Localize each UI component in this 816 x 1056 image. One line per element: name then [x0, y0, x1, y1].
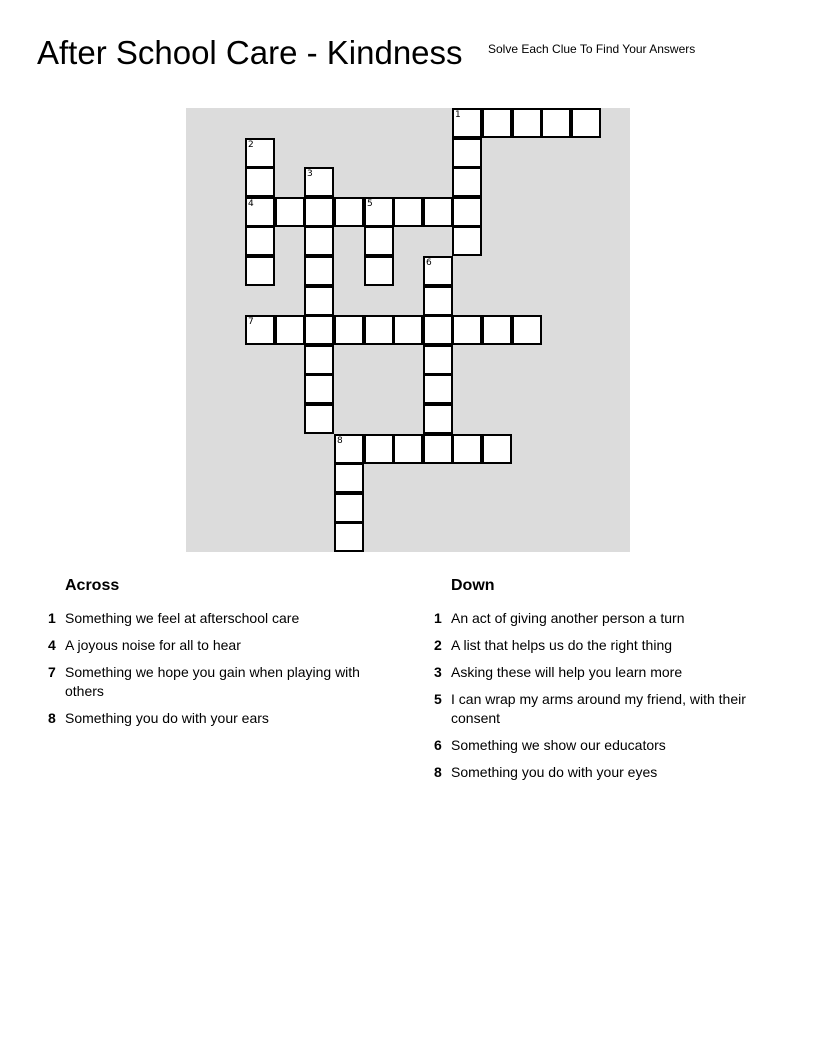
- clue-down-8: [434, 763, 774, 782]
- crossword-cell[interactable]: [304, 345, 334, 375]
- clue-text: Something you do with your eyes: [451, 764, 658, 780]
- clue-number: 7: [48, 664, 56, 680]
- crossword-cell[interactable]: [482, 108, 512, 138]
- clue-number: 1: [434, 610, 442, 626]
- crossword-cell[interactable]: [512, 108, 542, 138]
- crossword-cell[interactable]: [452, 434, 482, 464]
- crossword-cell[interactable]: [512, 315, 542, 345]
- cell-number: 8: [337, 436, 343, 446]
- crossword-cell[interactable]: [364, 434, 394, 464]
- crossword-cell[interactable]: [334, 522, 364, 552]
- cell-number: 7: [248, 317, 254, 327]
- cell-number: 1: [455, 110, 461, 120]
- clue-across-7: [48, 663, 378, 701]
- clue-text: Something we show our educators: [451, 737, 666, 753]
- cell-number: 3: [307, 169, 313, 179]
- crossword-cell[interactable]: [423, 345, 453, 375]
- crossword-cell[interactable]: [423, 374, 453, 404]
- cell-number: 6: [426, 258, 432, 268]
- crossword-cell[interactable]: [423, 404, 453, 434]
- crossword-cell[interactable]: [571, 108, 601, 138]
- cell-number: 2: [248, 140, 254, 150]
- crossword-cell[interactable]: [245, 197, 275, 227]
- across-heading: Across: [65, 577, 120, 594]
- crossword-cell[interactable]: [245, 315, 275, 345]
- crossword-cell[interactable]: [304, 286, 334, 316]
- crossword-cell[interactable]: [423, 256, 453, 286]
- crossword-cell[interactable]: [304, 256, 334, 286]
- crossword-cell[interactable]: [364, 256, 394, 286]
- clue-number: 8: [48, 710, 56, 726]
- crossword-cell[interactable]: [245, 256, 275, 286]
- crossword-cell[interactable]: [334, 493, 364, 523]
- clue-text: Asking these will help you learn more: [451, 664, 683, 680]
- crossword-cell[interactable]: [423, 286, 453, 316]
- clue-text: Something we hope you gain when playing with others: [65, 664, 360, 699]
- clue-text: Something we feel at afterschool care: [65, 610, 300, 626]
- crossword-cell[interactable]: [334, 315, 364, 345]
- crossword-cell[interactable]: [304, 404, 334, 434]
- crossword-cell[interactable]: [304, 374, 334, 404]
- crossword-cell[interactable]: [393, 434, 423, 464]
- crossword-cell[interactable]: [334, 197, 364, 227]
- clue-text: A list that helps us do the right thing: [451, 637, 673, 653]
- crossword-cell[interactable]: [245, 138, 275, 168]
- crossword-cell[interactable]: [334, 434, 364, 464]
- down-clues: [434, 577, 774, 790]
- crossword-cell[interactable]: [275, 197, 305, 227]
- crossword-cell[interactable]: [452, 315, 482, 345]
- clue-number: 4: [48, 637, 56, 653]
- crossword-cell[interactable]: [304, 226, 334, 256]
- clue-down-2: [434, 636, 774, 655]
- crossword-cell[interactable]: [245, 167, 275, 197]
- clue-number: 2: [434, 637, 442, 653]
- clue-number: 3: [434, 664, 442, 680]
- crossword-cell[interactable]: [334, 463, 364, 493]
- crossword-cell[interactable]: [364, 197, 394, 227]
- puzzle-title: After School Care - Kindness: [37, 34, 463, 71]
- crossword-cell[interactable]: [452, 197, 482, 227]
- clue-text: An act of giving another person a turn: [451, 610, 685, 626]
- crossword-cell[interactable]: [364, 226, 394, 256]
- crossword-cell[interactable]: [304, 167, 334, 197]
- crossword-cell[interactable]: [393, 315, 423, 345]
- crossword-cell[interactable]: [423, 434, 453, 464]
- clue-number: 8: [434, 764, 442, 780]
- clue-text: Something you do with your ears: [65, 710, 269, 726]
- puzzle-instructions: Solve Each Clue To Find Your Answers: [488, 42, 696, 56]
- clue-across-8: [48, 709, 378, 728]
- crossword-cell[interactable]: [393, 197, 423, 227]
- crossword-grid: [186, 108, 630, 552]
- down-heading: Down: [451, 577, 495, 594]
- clue-number: 5: [434, 691, 442, 707]
- clue-down-5: [434, 690, 774, 728]
- crossword-cell[interactable]: [452, 108, 482, 138]
- crossword-cell[interactable]: [304, 197, 334, 227]
- clue-number: 1: [48, 610, 56, 626]
- crossword-cell[interactable]: [364, 315, 394, 345]
- clue-across-1: [48, 609, 378, 628]
- crossword-cell[interactable]: [275, 315, 305, 345]
- across-clues: [48, 577, 378, 736]
- crossword-cell[interactable]: [541, 108, 571, 138]
- clue-down-1: [434, 609, 774, 628]
- clue-number: 6: [434, 737, 442, 753]
- crossword-cell[interactable]: [423, 197, 453, 227]
- clue-down-3: [434, 663, 774, 682]
- clue-text: I can wrap my arms around my friend, with their consent: [451, 691, 746, 726]
- cell-number: 5: [367, 199, 373, 209]
- crossword-cell[interactable]: [482, 434, 512, 464]
- crossword-cell[interactable]: [452, 226, 482, 256]
- clue-text: A joyous noise for all to hear: [65, 637, 241, 653]
- crossword-cell[interactable]: [245, 226, 275, 256]
- crossword-cell[interactable]: [423, 315, 453, 345]
- crossword-cell[interactable]: [482, 315, 512, 345]
- clue-down-6: [434, 736, 774, 755]
- crossword-cell[interactable]: [452, 138, 482, 168]
- crossword-cell[interactable]: [304, 315, 334, 345]
- cell-number: 4: [248, 199, 254, 209]
- crossword-cell[interactable]: [452, 167, 482, 197]
- clue-across-4: [48, 636, 378, 655]
